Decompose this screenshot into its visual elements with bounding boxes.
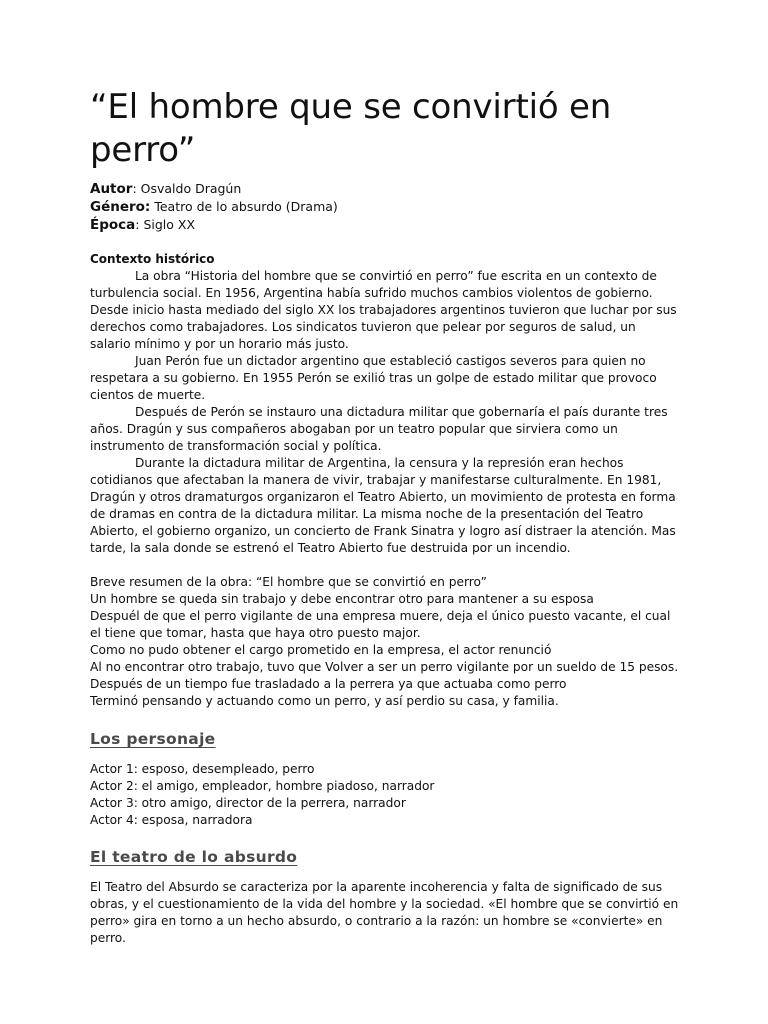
context-label: Contexto histórico: [90, 252, 215, 266]
character-item: Actor 2: el amigo, empleador, hombre piadoso, narrador: [90, 779, 435, 793]
meta-genre-key: Género:: [90, 199, 151, 215]
summary-line: Breve resumen de la obra: “El hombre que se convirtió en perro”: [90, 575, 487, 589]
meta-author: [90, 180, 680, 198]
summary-line: Un hombre se queda sin trabajo y debe encontrar otro para mantener a su esposa: [90, 592, 594, 606]
summary-line: Al no encontrar otro trabajo, tuvo que Volver a ser un perro vigilante por un sueldo de 15 pesos.: [90, 660, 679, 674]
context-paragraph: Durante la dictadura militar de Argentina, la censura y la represión eran hechos cotidianos que afectaban la manera de vivir, trabajar y manifestarse culturalmente. En 1981, Dragún y otros dramaturgos organizaron el Teatro Abierto, un movimiento de protesta en forma de dramas en contra de la dictadura militar. La misma noche de la presentación del Teatro Abierto, el gobierno organizo, un concierto de Frank Sinatra y logro así distraer la atención. Mas tarde, la sala donde se estrenó el Teatro Abierto fue destruida por un incendio.: [90, 456, 676, 555]
character-item: Actor 4: esposa, narradora: [90, 813, 253, 827]
context-paragraph: Desde inicio hasta mediado del siglo XX los trabajadores argentinos tuvieron que luchar por sus derechos como trabajadores. Los sindicatos tuvieron que pelear por seguros de salud, un salario mínimo y por un horario más justo.: [90, 303, 677, 351]
context-paragraph: Juan Perón fue un dictador argentino que estableció castigos severos para quien no respetara a su gobierno. En 1955 Perón se exilió tras un golpe de estado militar que provoco cientos de muerte.: [90, 354, 657, 402]
meta-era-value: Siglo XX: [143, 217, 196, 232]
meta-author-key: Autor: [90, 181, 133, 197]
meta-era-sep: :: [135, 217, 144, 232]
meta-author-value: Osvaldo Dragún: [140, 181, 242, 196]
metadata-block: [90, 180, 680, 234]
characters-list: [90, 761, 680, 829]
summary-line: Como no pudo obtener el cargo prometido en la empresa, el actor renunció: [90, 643, 552, 657]
meta-author-sep: :: [132, 181, 141, 196]
meta-era: [90, 216, 680, 234]
summary-line: Despuél de que el perro vigilante de una empresa muere, deja el único puesto vacante, el cual el tiene que tomar, hasta que haya otro puesto major.: [90, 609, 671, 640]
document-title: “El hombre que se convirtió en perro”: [90, 87, 612, 170]
absurd-theatre-paragraph: El Teatro del Absurdo se caracteriza por la aparente incoherencia y falta de significado de sus obras, y el cuestionamiento de la vida del hombre y la sociedad. «El hombre que se convirtió en perro» gira en torno a un hecho absurdo, o contrario a la razón: un hombre se «convierte» en perro.: [90, 880, 679, 945]
characters-heading: Los personaje: [90, 730, 216, 748]
summary-line: Terminó pensando y actuando como un perro, y así perdio su casa, y familia.: [90, 694, 559, 708]
context-section: [90, 251, 680, 557]
summary-line: Después de un tiempo fue trasladado a la perrera ya que actuaba como perro: [90, 677, 567, 691]
meta-genre-value: Teatro de lo absurdo (Drama): [154, 199, 338, 214]
absurd-theatre-heading: El teatro de lo absurdo: [90, 848, 298, 866]
summary-section: [90, 574, 680, 710]
document-body: [90, 86, 680, 947]
context-paragraph: La obra “Historia del hombre que se convirtió en perro” fue escrita en un contexto de turbulencia social. En 1956, Argentina había sufrido muchos cambios violentos de gobierno.: [90, 269, 657, 300]
spacer: [90, 557, 680, 574]
spacer: [90, 234, 680, 251]
character-item: Actor 1: esposo, desempleado, perro: [90, 762, 315, 776]
character-item: Actor 3: otro amigo, director de la perrera, narrador: [90, 796, 406, 810]
meta-genre: [90, 198, 680, 216]
context-paragraph: Después de Perón se instauro una dictadura militar que gobernaría el país durante tres años. Dragún y sus compañeros abogaban por un teatro popular que sirviera como un instrumento de transformación social y política.: [90, 405, 668, 453]
meta-era-key: Época: [90, 217, 136, 233]
